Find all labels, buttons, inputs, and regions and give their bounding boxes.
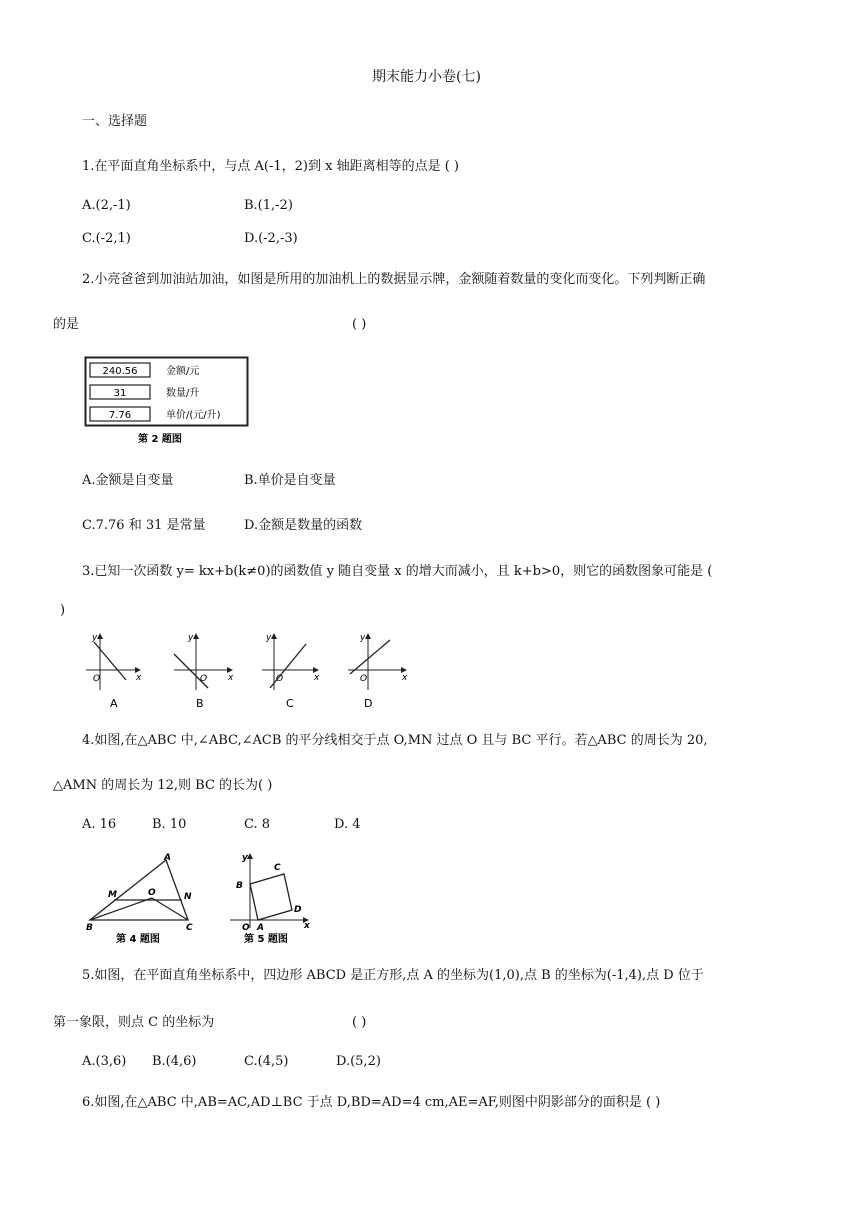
q5-figure [224, 850, 314, 946]
svg-text:x: x [136, 673, 142, 683]
q4-option-a: A. 16 [82, 817, 117, 832]
graph-a [86, 633, 142, 710]
graph-c [262, 633, 320, 710]
display-value-amount: 240.56 [102, 366, 138, 377]
q4-option-c: C. 8 [244, 817, 271, 832]
svg-text:y: y [360, 633, 366, 643]
svg-text:D: D [294, 905, 302, 915]
display-value-price: 7.76 [108, 410, 132, 421]
q2-option-b: B.单价是自变量 [244, 473, 336, 488]
display-label-amount: 金额/元 [166, 366, 200, 377]
display-value-quantity: 31 [113, 388, 127, 399]
svg-text:O: O [276, 674, 284, 684]
svg-text:O: O [148, 888, 156, 898]
q3-graphs [82, 628, 422, 712]
svg-text:y: y [188, 633, 194, 643]
svg-text:y: y [92, 633, 98, 643]
graph-c-label: C [286, 697, 294, 710]
q2-option-a: A.金额是自变量 [82, 473, 174, 488]
q4-figure [84, 850, 204, 946]
q4-stem-line2: △AMN 的周长为 12,则 BC 的长为( ) [53, 778, 273, 793]
display-label-quantity: 数量/升 [166, 388, 200, 399]
svg-text:y: y [242, 853, 248, 863]
svg-text:x: x [304, 921, 310, 931]
svg-text:x: x [314, 673, 320, 683]
q2-figure [84, 356, 250, 448]
q5-answer-paren: ( ) [352, 1015, 367, 1030]
svg-text:y: y [266, 633, 272, 643]
graph-b-label: B [196, 697, 204, 710]
svg-text:O: O [93, 674, 101, 684]
q1-stem: 1.在平面直角坐标系中，与点 A(-1，2)到 x 轴距离相等的点是 ( ) [82, 159, 460, 174]
graph-d [348, 633, 408, 710]
q4-option-b: B. 10 [152, 817, 187, 832]
q3-stem-line1: 3.已知一次函数 y= kx+b(k≠0)的函数值 y 随自变量 x 的增大而减小，且 k+b>0，则它的函数图象可能是 ( [82, 564, 713, 579]
q6-stem: 6.如图,在△ABC 中,AB=AC,AD⊥BC 于点 D,BD=AD=4 cm,AE=AF,则图中阴影部分的面积是 ( ) [82, 1095, 661, 1110]
graph-d-label: D [364, 697, 373, 710]
q5-option-d: D.(5,2) [336, 1054, 381, 1069]
q1-option-b: B.(1,-2) [244, 198, 293, 213]
q2-option-d: D.金额是数量的函数 [244, 518, 363, 533]
q1-option-a: A.(2,-1) [82, 198, 131, 213]
svg-text:N: N [184, 892, 192, 902]
svg-text:O: O [242, 923, 250, 933]
svg-text:A: A [164, 853, 171, 863]
q5-option-c: C.(4,5) [244, 1054, 289, 1069]
q2-answer-paren: ( ) [352, 317, 367, 332]
q1-option-c: C.(-2,1) [82, 231, 131, 246]
svg-text:C: C [274, 863, 281, 873]
svg-text:x: x [228, 673, 234, 683]
q1-option-d: D.(-2,-3) [244, 231, 298, 246]
q2-figure-caption: 第 2 题图 [138, 434, 182, 445]
q2-stem-line1: 2.小亮爸爸到加油站加油，如图是所用的加油机上的数据显示牌，金额随着数量的变化而变化。下列判断正确 [82, 272, 706, 287]
svg-text:A: A [257, 923, 264, 933]
q5-option-b: B.(4,6) [152, 1054, 197, 1069]
svg-text:C: C [186, 923, 193, 933]
svg-text:O: O [360, 674, 368, 684]
section-heading: 一、选择题 [82, 114, 148, 129]
q4-figure-caption: 第 4 题图 [116, 934, 160, 945]
q4-stem-line1: 4.如图,在△ABC 中,∠ABC,∠ACB 的平分线相交于点 O,MN 过点 O 且与 BC 平行。若△ABC 的周长为 20, [82, 733, 708, 748]
q5-stem-line2: 第一象限，则点 C 的坐标为 [53, 1015, 215, 1030]
svg-text:M: M [108, 890, 117, 900]
q5-figure-caption: 第 5 题图 [244, 934, 288, 945]
graph-a-label: A [110, 697, 118, 710]
svg-text:x: x [402, 673, 408, 683]
svg-text:O: O [200, 674, 208, 684]
q2-option-c: C.7.76 和 31 是常量 [82, 518, 206, 533]
q5-option-a: A.(3,6) [82, 1054, 127, 1069]
graph-b [174, 633, 234, 710]
q2-stem-line2: 的是 [53, 317, 80, 332]
svg-text:B: B [86, 923, 93, 933]
page-title: 期末能力小卷(七) [372, 69, 481, 85]
q3-stem-line2: ) [60, 603, 66, 618]
q5-stem-line1: 5.如图，在平面直角坐标系中，四边形 ABCD 是正方形,点 A 的坐标为(1,0),点 B 的坐标为(-1,4),点 D 位于 [82, 968, 704, 983]
q4-option-d: D. 4 [334, 817, 361, 832]
display-label-price: 单价/(元/升) [166, 410, 221, 421]
svg-text:B: B [236, 881, 243, 891]
